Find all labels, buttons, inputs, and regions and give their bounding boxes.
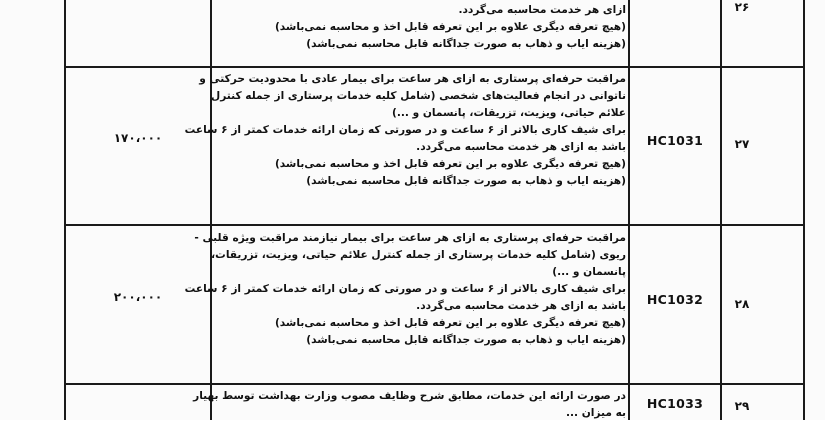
description-line: پانسمان و ...) xyxy=(552,266,626,278)
row-number: ۲۸ xyxy=(734,297,750,311)
service-code: HC1032 xyxy=(646,292,704,307)
row-separator xyxy=(64,66,805,68)
row-number: ۲۹ xyxy=(734,399,750,413)
service-description xyxy=(184,230,626,349)
description-line: (هیچ تعرفه دیگری علاوه بر این تعرفه قابل اخذ و محاسبه نمی‌باشد) xyxy=(274,21,626,33)
description-line: ناتوانی در انجام فعالیت‌های شخصی (شامل کلیه خدمات پرستاری از جمله کنترل xyxy=(211,90,626,102)
description-line: (هیچ تعرفه دیگری علاوه بر این تعرفه قابل اخذ و محاسبه نمی‌باشد) xyxy=(274,158,626,170)
description-line: باشد به ازای هر خدمت محاسبه می‌گردد. xyxy=(416,141,626,153)
description-line: مراقبت حرفه‌ای پرستاری به ازای هر ساعت برای بیمار نیازمند مراقبت ویژه قلبی - xyxy=(194,232,626,244)
description-line: برای شیف کاری بالاتر از ۶ ساعت و در صورتی که زمان ارائه خدمات کمتر از ۶ ساعت xyxy=(184,124,626,136)
service-code: HC1033 xyxy=(646,396,704,411)
row-number: ۲۶ xyxy=(734,0,750,14)
column-divider-description xyxy=(628,0,630,420)
service-description xyxy=(193,388,626,422)
row-separator xyxy=(64,224,805,226)
service-description xyxy=(184,71,626,190)
description-line: (هزینه ایاب و ذهاب به صورت جداگانه قابل محاسبه نمی‌باشد) xyxy=(306,175,626,187)
description-line: (هزینه ایاب و ذهاب به صورت جداگانه قابل محاسبه نمی‌باشد) xyxy=(306,38,626,50)
table-border-right xyxy=(803,0,805,420)
table-border-left xyxy=(64,0,66,420)
description-line: در صورت ارائه این خدمات، مطابق شرح وظایف مصوب وزارت بهداشت توسط بهیار xyxy=(193,390,626,402)
description-line: علائم حیاتی، ویزیت، تزریقات، پانسمان و ...) xyxy=(392,107,626,119)
description-line: برای شیف کاری بالاتر از ۶ ساعت و در صورتی که زمان ارائه خدمات کمتر از ۶ ساعت xyxy=(184,283,626,295)
column-divider-price xyxy=(210,0,212,420)
description-line: باشد به ازای هر خدمت محاسبه می‌گردد. xyxy=(416,300,626,312)
service-description xyxy=(212,2,626,53)
row-number: ۲۷ xyxy=(734,137,750,151)
row-separator xyxy=(64,383,805,385)
description-line: مراقبت حرفه‌ای پرستاری به ازای هر ساعت برای بیمار عادی با محدودیت حرکتی و xyxy=(199,73,626,85)
description-line: ریوی (شامل کلیه خدمات پرستاری از جمله کنترل علائم حیاتی، ویزیت، تزریقات، xyxy=(211,249,626,261)
service-code: HC1031 xyxy=(646,133,704,148)
description-line: ازای هر خدمت محاسبه می‌گردد. xyxy=(458,4,626,16)
column-divider-code xyxy=(720,0,722,420)
description-line: (هزینه ایاب و ذهاب به صورت جداگانه قابل محاسبه نمی‌باشد) xyxy=(306,334,626,346)
service-price: ۱۷۰،۰۰۰ xyxy=(113,131,163,145)
service-price: ۲۰۰،۰۰۰ xyxy=(113,290,163,304)
description-line: (هیچ تعرفه دیگری علاوه بر این تعرفه قابل اخذ و محاسبه نمی‌باشد) xyxy=(274,317,626,329)
description-line: به میزان ... xyxy=(566,407,626,419)
